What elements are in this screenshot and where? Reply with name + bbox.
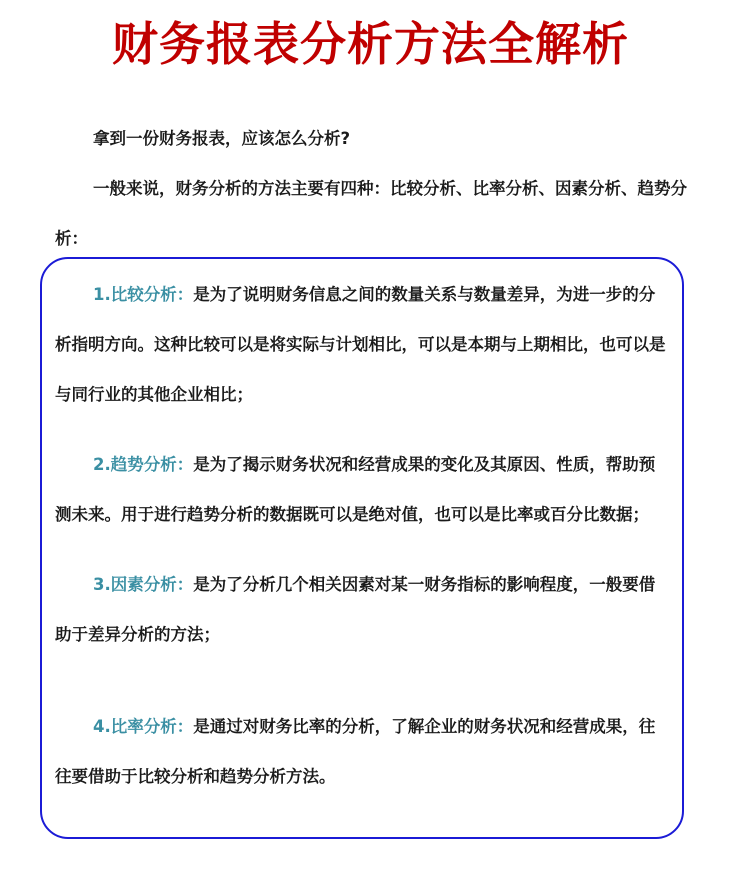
page-title: 财务报表分析方法全解析 — [112, 17, 629, 71]
intro-summary: 一般来说，财务分析的方法主要有四种：比较分析、比率分析、因素分析、趋势分析： — [55, 179, 687, 248]
method-label: 1.比较分析： — [93, 285, 194, 304]
method-item-ratio — [55, 702, 667, 802]
methods-list — [55, 270, 667, 802]
method-item-comparison — [55, 270, 667, 420]
method-label: 3.因素分析： — [93, 575, 194, 594]
method-text: 是为了说明财务信息之间的数量关系与数量差异，为进一步的分析指明方向。这种比较可以是将实际与计划相比，可以是本期与上期相比，也可以是与同行业的其他企业相比； — [55, 285, 666, 404]
method-text: 是通过对财务比率的分析，了解企业的财务状况和经营成果，往往要借助于比较分析和趋势分析方法。 — [55, 717, 656, 786]
intro-section — [55, 114, 691, 264]
method-label: 2.趋势分析： — [93, 455, 194, 474]
method-item-trend — [55, 440, 667, 540]
intro-question: 拿到一份财务报表，应该怎么分析? — [93, 129, 351, 148]
method-text: 是为了分析几个相关因素对某一财务指标的影响程度，一般要借助于差异分析的方法； — [55, 575, 656, 644]
method-label: 4.比率分析： — [93, 717, 194, 736]
method-item-factor — [55, 560, 667, 660]
method-text: 是为了揭示财务状况和经营成果的变化及其原因、性质，帮助预测未来。用于进行趋势分析的数据既可以是绝对值，也可以是比率或百分比数据； — [55, 455, 656, 524]
